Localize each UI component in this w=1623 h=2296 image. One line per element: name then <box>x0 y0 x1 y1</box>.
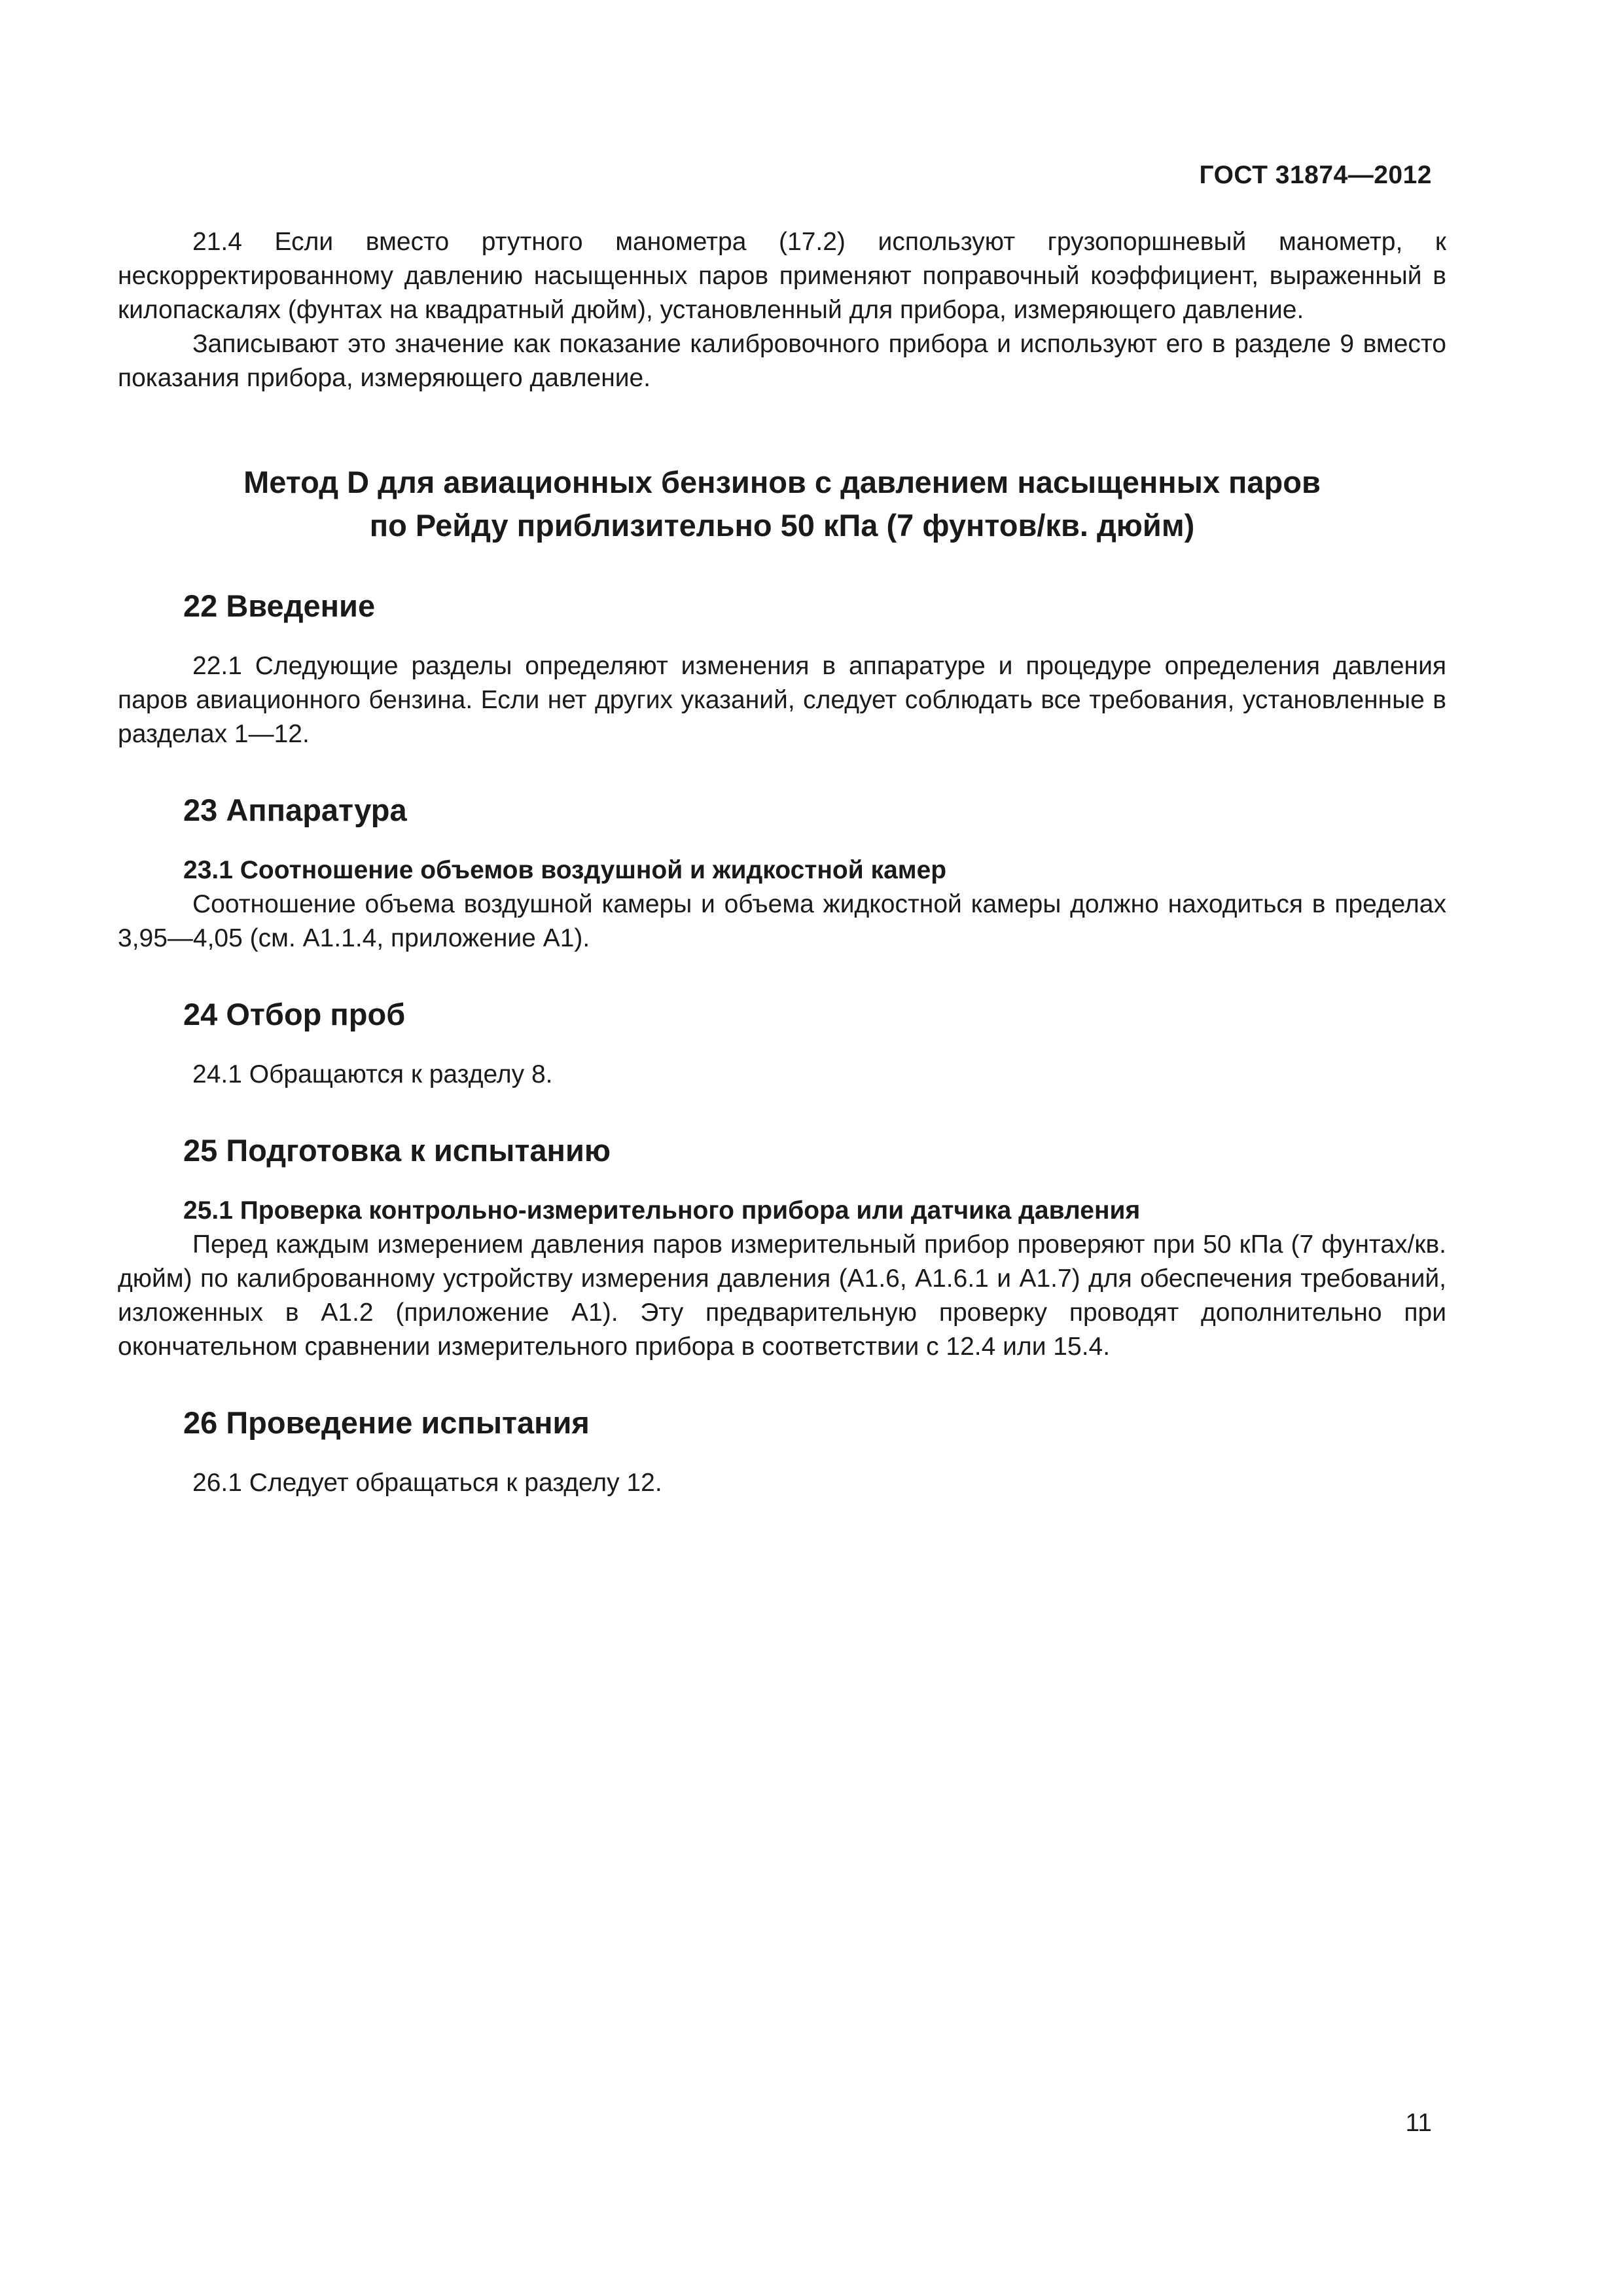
section-24-heading: 24 Отбор проб <box>183 997 406 1031</box>
section-22-heading: 22 Введение <box>183 588 376 623</box>
page-body <box>118 225 1446 1500</box>
paragraph-26-1: 26.1 Следует обращаться к разделу 12. <box>192 1469 662 1497</box>
method-d-heading <box>118 461 1446 547</box>
method-title-line-1: Метод D для авиационных бензинов с давлением насыщенных паров <box>243 465 1321 499</box>
paragraph-23-1: Соотношение объема воздушной камеры и объема жидкостной камеры должно находиться в пределах 3,95—4,05 (см. А1.1.4, приложение А1). <box>118 890 1446 952</box>
paragraph-24-1: 24.1 Обращаются к разделу 8. <box>192 1060 553 1088</box>
page-number: 11 <box>1405 2109 1432 2137</box>
section-23-heading: 23 Аппаратура <box>183 793 407 827</box>
method-title-line-2: по Рейду приблизительно 50 кПа (7 фунтов/кв. дюйм) <box>369 508 1195 543</box>
paragraph-21-4-continued: Записывают это значение как показание калибровочного прибора и используют его в разделе 9 вместо показания прибора, измеряющего давление. <box>118 330 1446 392</box>
section-26-heading: 26 Проведение испытания <box>183 1405 590 1440</box>
paragraph-25-1: Перед каждым измерением давления паров измерительный прибор проверяют при 50 кПа (7 фунтах/кв. дюйм) по калиброванному устройству измерения давления (А1.6, А1.6.1 и А1.7) для обеспечения требований, изложенных в А1.2 (приложение А1). Эту предварительную проверку проводят дополнительно при окончательном сравнении измерительного прибора в соответствии с 12.4 или 15.4. <box>118 1230 1446 1361</box>
section-25-heading: 25 Подготовка к испытанию <box>183 1133 611 1168</box>
paragraph-22-1: 22.1 Следующие разделы определяют изменения в аппаратуре и процедуре определения давления паров авиационного бензина. Если нет других указаний, следует соблюдать все требования, установленные в разделах 1—12. <box>118 652 1446 748</box>
paragraph-21-4: 21.4 Если вместо ртутного манометра (17.2) используют грузопоршневый манометр, к нескорректированному давлению насыщенных паров применяют поправочный коэффициент, выраженный в килопаскалях (фунтах на квадратный дюйм), установленный для прибора, измеряющего давление. <box>118 228 1446 324</box>
subsection-25-1-heading: 25.1 Проверка контрольно-измерительного прибора или датчика давления <box>183 1196 1141 1225</box>
standard-designation: ГОСТ 31874—2012 <box>1199 161 1432 189</box>
subsection-23-1-heading: 23.1 Соотношение объемов воздушной и жидкостной камер <box>183 856 947 884</box>
